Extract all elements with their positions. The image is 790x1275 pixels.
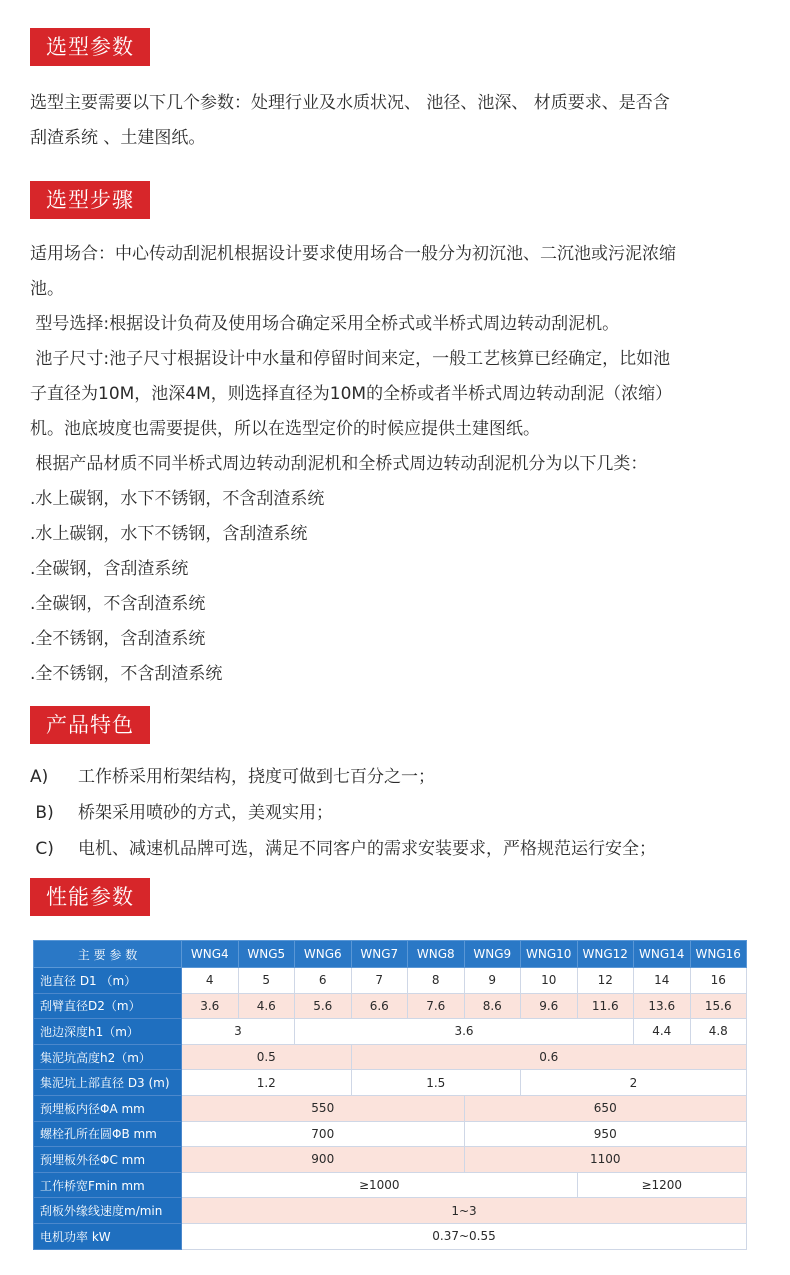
table-header-model: WNG14 [634, 941, 691, 968]
table-row [34, 1172, 747, 1198]
section-title-features: 产品特色 [30, 706, 150, 744]
table-row [34, 1147, 747, 1173]
table-cell: ≥1200 [577, 1172, 747, 1198]
feature-text: 工作桥采用桁架结构，挠度可做到七百分之一； [78, 767, 435, 787]
table-cell: 550 [182, 1095, 465, 1121]
text-line: 型号选择:根据设计负荷及使用场合确定采用全桥式或半桥式周边转动刮泥机。 [30, 314, 620, 334]
list-item: .全碳钢，含刮渣系统 [30, 559, 189, 579]
table-row-label: 集泥坑高度h2（m） [34, 1044, 182, 1070]
table-header-model: WNG12 [577, 941, 634, 968]
feature-item [30, 759, 770, 795]
table-row [34, 1044, 747, 1070]
table-header-model: WNG10 [521, 941, 578, 968]
table-header-model: WNG4 [182, 941, 239, 968]
list-item: .水上碳钢，水下不锈钢，不含刮渣系统 [30, 489, 325, 509]
table-cell: 10 [521, 968, 578, 994]
table-cell: 9 [464, 968, 521, 994]
table-cell: 2 [521, 1070, 747, 1096]
text-line: 适用场合：中心传动刮泥机根据设计要求使用场合一般分为初沉池、二沉池或污泥浓缩 [30, 244, 676, 264]
table-cell: 13.6 [634, 993, 691, 1019]
table-row [34, 993, 747, 1019]
table-cell: 5.6 [295, 993, 352, 1019]
table-header-model: WNG9 [464, 941, 521, 968]
table-row-label: 预埋板内径ΦA mm [34, 1095, 182, 1121]
text-line: 池。 [30, 279, 64, 299]
table-cell: 0.5 [182, 1044, 352, 1070]
list-item: .全不锈钢，不含刮渣系统 [30, 664, 223, 684]
feature-label: C) [30, 839, 54, 859]
list-item: .全不锈钢，含刮渣系统 [30, 629, 206, 649]
table-body [34, 968, 747, 1250]
text-line: 刮渣系统 、土建图纸。 [30, 128, 206, 148]
table-cell: 0.37~0.55 [182, 1223, 747, 1249]
table-header-label: 主 要 参 数 [34, 941, 182, 968]
table-cell: 4.8 [690, 1019, 747, 1045]
table-cell: 900 [182, 1147, 465, 1173]
table-header-model: WNG16 [690, 941, 747, 968]
text-line: 选型主要需要以下几个参数：处理行业及水质状况、 池径、池深、 材质要求、是否含 [30, 93, 670, 113]
table-cell: 4.6 [238, 993, 295, 1019]
table-row [34, 1223, 747, 1249]
table-cell: 14 [634, 968, 691, 994]
table-cell: 8 [408, 968, 465, 994]
table-row [34, 1070, 747, 1096]
table-cell: 11.6 [577, 993, 634, 1019]
table-cell: 0.6 [351, 1044, 747, 1070]
table-row [34, 968, 747, 994]
table-header-model: WNG8 [408, 941, 465, 968]
table-header-model: WNG5 [238, 941, 295, 968]
table-row-label: 集泥坑上部直径 D3 (m) [34, 1070, 182, 1096]
table-cell: 7 [351, 968, 408, 994]
table-cell: 1~3 [182, 1198, 747, 1224]
table-row-label: 池直径 D1 （m） [34, 968, 182, 994]
table-cell: 4 [182, 968, 239, 994]
list-item: .水上碳钢，水下不锈钢，含刮渣系统 [30, 524, 308, 544]
text-line: 池子尺寸:池子尺寸根据设计中水量和停留时间来定，一般工艺核算已经确定，比如池 [30, 349, 671, 369]
feature-label: B) [30, 803, 54, 823]
text-line: 根据产品材质不同半桥式周边转动刮泥机和全桥式周边转动刮泥机分为以下几类： [30, 454, 648, 474]
table-cell: 6.6 [351, 993, 408, 1019]
table-cell: 4.4 [634, 1019, 691, 1045]
table-cell: 650 [464, 1095, 747, 1121]
table-row-label: 刮板外缘线速度m/min [34, 1198, 182, 1224]
table-row-label: 池边深度h1（m） [34, 1019, 182, 1045]
table-row-label: 电机功率 kW [34, 1223, 182, 1249]
table-row-label: 螺栓孔所在圆ΦB mm [34, 1121, 182, 1147]
table-row-label: 刮臂直径D2（m） [34, 993, 182, 1019]
table-cell: 12 [577, 968, 634, 994]
feature-label: A) [30, 767, 49, 787]
table-row [34, 1019, 747, 1045]
performance-table [33, 940, 747, 1250]
text-line: 子直径为10M，池深4M，则选择直径为10M的全桥或者半桥式周边转动刮泥（浓缩） [30, 384, 673, 404]
table-header-row [34, 941, 747, 968]
table-cell: 3.6 [182, 993, 239, 1019]
table-cell: 1.5 [351, 1070, 521, 1096]
feature-item [30, 795, 770, 831]
table-cell: 16 [690, 968, 747, 994]
table-cell: 1.2 [182, 1070, 352, 1096]
section-title-selection-steps: 选型步骤 [30, 181, 150, 219]
section-title-selection-params: 选型参数 [30, 28, 150, 66]
table-cell: 8.6 [464, 993, 521, 1019]
table-header-model: WNG6 [295, 941, 352, 968]
text-line: 机。池底坡度也需要提供，所以在选型定价的时候应提供土建图纸。 [30, 419, 540, 439]
table-cell: ≥1000 [182, 1172, 578, 1198]
feature-text: 桥架采用喷砂的方式，美观实用； [78, 803, 333, 823]
list-item: .全碳钢，不含刮渣系统 [30, 594, 206, 614]
table-row-label: 工作桥宽Fmin mm [34, 1172, 182, 1198]
table-cell: 1100 [464, 1147, 747, 1173]
table-cell: 6 [295, 968, 352, 994]
selection-steps-text [30, 237, 770, 692]
feature-item [30, 831, 770, 867]
table-row [34, 1095, 747, 1121]
feature-text: 电机、减速机品牌可选，满足不同客户的需求安装要求，严格规范运行安全； [78, 839, 656, 859]
table-cell: 9.6 [521, 993, 578, 1019]
features-list [30, 759, 770, 867]
section-title-performance: 性能参数 [30, 878, 150, 916]
table-cell: 3 [182, 1019, 295, 1045]
table-cell: 950 [464, 1121, 747, 1147]
table-row-label: 预埋板外径ΦC mm [34, 1147, 182, 1173]
table-row [34, 1121, 747, 1147]
table-cell: 5 [238, 968, 295, 994]
table-cell: 15.6 [690, 993, 747, 1019]
table-header-model: WNG7 [351, 941, 408, 968]
table-cell: 700 [182, 1121, 465, 1147]
selection-params-text [30, 86, 770, 156]
table-cell: 3.6 [295, 1019, 634, 1045]
table-row [34, 1198, 747, 1224]
table-cell: 7.6 [408, 993, 465, 1019]
